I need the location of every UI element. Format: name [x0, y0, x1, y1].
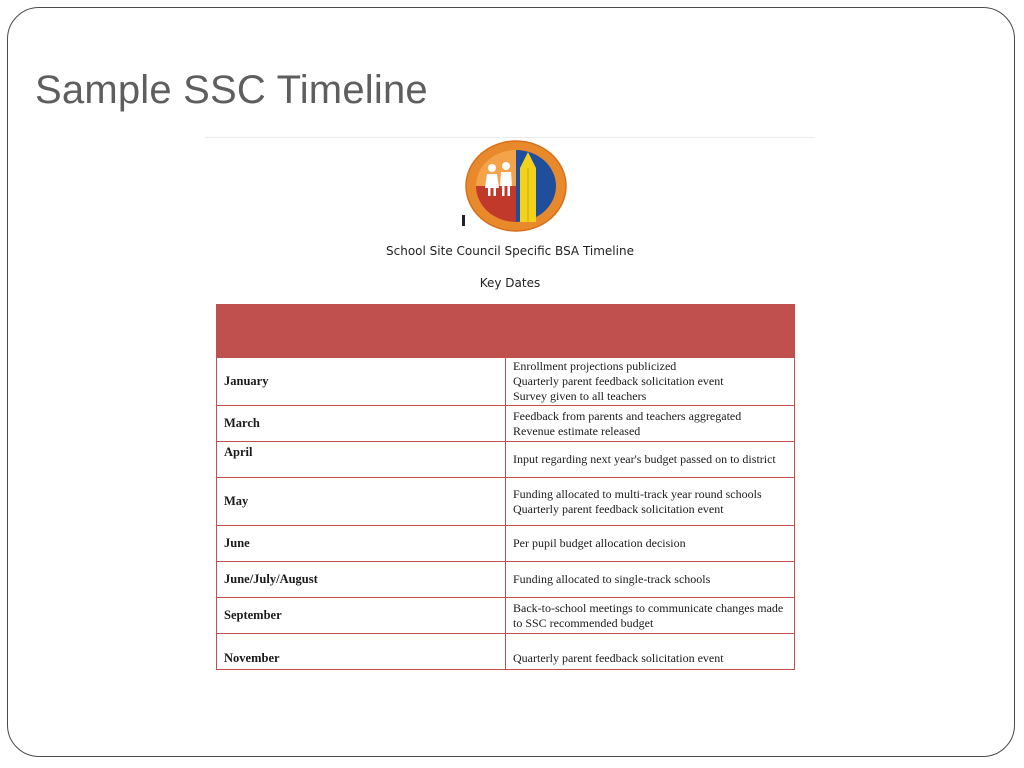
table-row: [217, 406, 795, 442]
events-cell: [506, 562, 795, 598]
table-header-row: [217, 305, 795, 358]
event-line: Quarterly parent feedback solicitation event: [513, 651, 724, 665]
events-cell: [506, 634, 795, 670]
month-cell: January: [217, 358, 506, 406]
events-cell: [506, 598, 795, 634]
month-cell: May: [217, 478, 506, 526]
events-cell: [506, 406, 795, 442]
event-line: Input regarding next year's budget passed on to district: [513, 452, 776, 466]
event-line: Funding allocated to single-track schools: [513, 572, 711, 586]
document-image: [205, 137, 815, 678]
event-line: Enrollment projections publicized: [513, 359, 677, 373]
table-header-events: [506, 305, 795, 358]
month-cell: April: [217, 442, 506, 478]
table-row: [217, 634, 795, 670]
table-header-month: [217, 305, 506, 358]
document-subheading: Key Dates: [479, 276, 541, 290]
table-row: [217, 526, 795, 562]
district-seal-icon: [462, 138, 570, 234]
events-cell: [506, 442, 795, 478]
event-line: Survey given to all teachers: [513, 389, 647, 403]
events-cell: [506, 478, 795, 526]
text-cursor-mark: [462, 215, 465, 226]
month-cell: June: [217, 526, 506, 562]
key-dates-table: [216, 304, 795, 670]
month-cell: March: [217, 406, 506, 442]
events-cell: [506, 526, 795, 562]
slide-title: Sample SSC Timeline: [35, 68, 428, 112]
event-line: Quarterly parent feedback solicitation event: [513, 501, 724, 516]
month-cell: November: [217, 634, 506, 670]
table-row: [217, 562, 795, 598]
table-row: [217, 442, 795, 478]
event-line: Feedback from parents and teachers aggregated: [513, 408, 742, 423]
month-cell: September: [217, 598, 506, 634]
month-cell: June/July/August: [217, 562, 506, 598]
event-line: Funding allocated to multi-track year round schools: [513, 486, 762, 501]
document-heading: School Site Council Specific BSA Timeline: [386, 244, 634, 258]
table-row: [217, 478, 795, 526]
event-line: Revenue estimate released: [513, 423, 641, 438]
event-line: Back-to-school meetings to communicate changes made to SSC recommended budget: [513, 600, 784, 630]
table-row: [217, 598, 795, 634]
event-line: Quarterly parent feedback solicitation event: [513, 374, 724, 388]
events-cell: [506, 358, 795, 406]
event-line: Per pupil budget allocation decision: [513, 536, 686, 550]
table-row: [217, 358, 795, 406]
